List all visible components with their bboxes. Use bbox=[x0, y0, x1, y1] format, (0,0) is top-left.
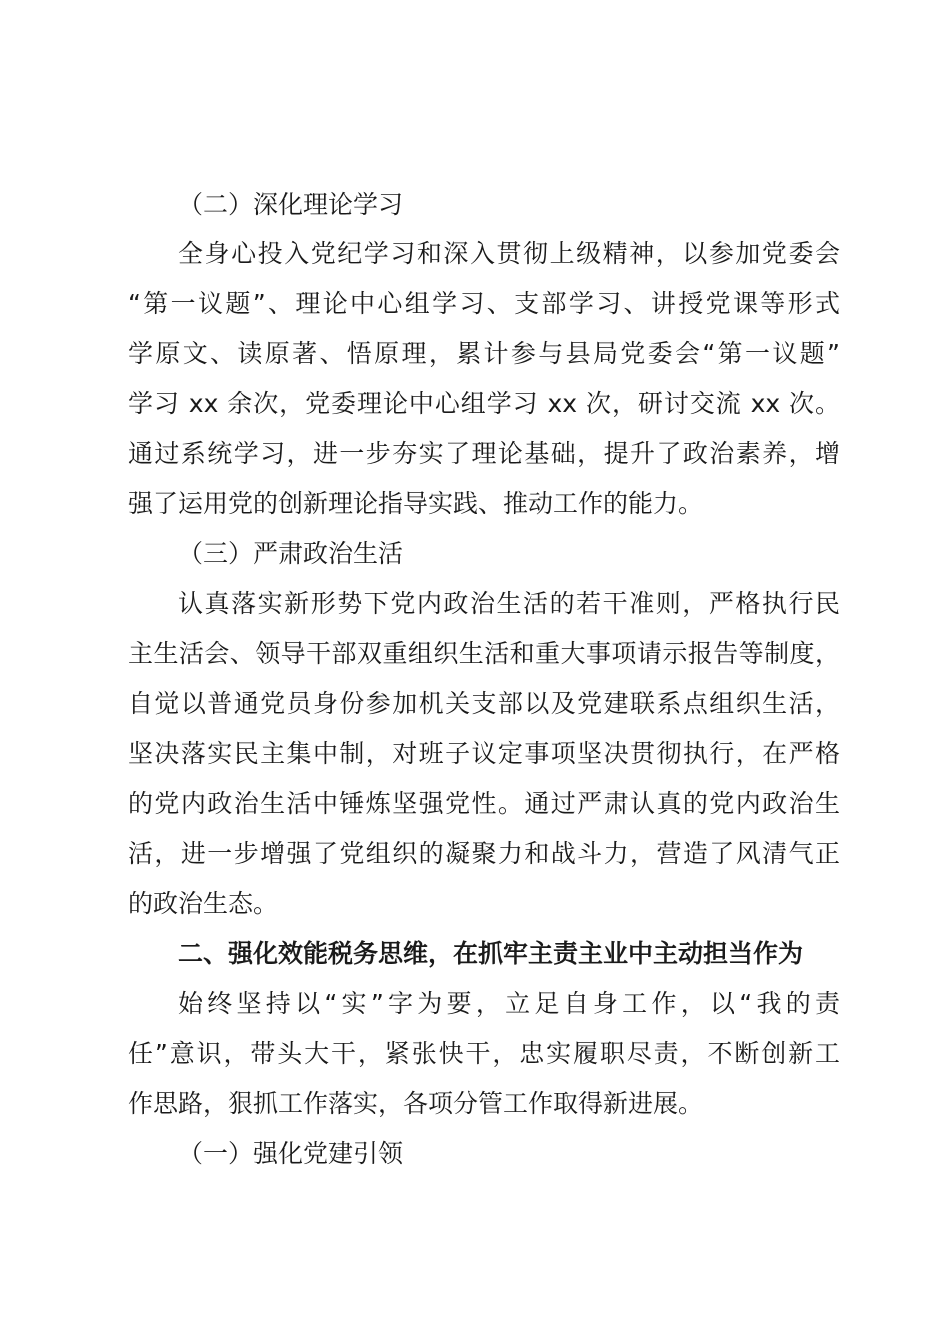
paragraph-line: 全身心投入党纪学习和深入贯彻上级精神，以参加党委会 bbox=[178, 239, 840, 268]
chapter-heading: 二、强化效能税务思维，在抓牢主责主业中主动担当作为 bbox=[178, 939, 804, 968]
paragraph-line: 的政治生态。 bbox=[128, 889, 279, 918]
paragraph-line: 任”意识，带头大干，紧张快干，忠实履职尽责，不断创新工 bbox=[128, 1039, 840, 1068]
paragraph-line: 作思路，狠抓工作落实，各项分管工作取得新进展。 bbox=[128, 1089, 704, 1118]
paragraph-line: 学习 xx 余次，党委理论中心组学习 xx 次，研讨交流 xx 次。 bbox=[128, 389, 840, 418]
paragraph-line: 活，进一步增强了党组织的凝聚力和战斗力，营造了风清气正 bbox=[128, 839, 840, 868]
paragraph-line: 坚决落实民主集中制，对班子议定事项坚决贯彻执行，在严格 bbox=[128, 739, 840, 768]
paragraph-line: 始终坚持以“实”字为要，立足自身工作，以“我的责 bbox=[178, 989, 840, 1018]
paragraph-line: 的党内政治生活中锤炼坚强党性。通过严肃认真的党内政治生 bbox=[128, 789, 840, 818]
paragraph-line: 认真落实新形势下党内政治生活的若干准则，严格执行民 bbox=[178, 589, 840, 618]
section-heading-3: （三）严肃政治生活 bbox=[178, 539, 404, 568]
paragraph-line: 主生活会、领导干部双重组织生活和重大事项请示报告等制度， bbox=[128, 639, 840, 668]
paragraph-line: “第一议题”、理论中心组学习、支部学习、讲授党课等形式 bbox=[128, 289, 840, 318]
section-heading-2: （二）深化理论学习 bbox=[178, 190, 404, 219]
paragraph-line: 学原文、读原著、悟原理，累计参与县局党委会“第一议题” bbox=[128, 339, 840, 368]
paragraph-line: 自觉以普通党员身份参加机关支部以及党建联系点组织生活， bbox=[128, 689, 840, 718]
paragraph-line: 通过系统学习，进一步夯实了理论基础，提升了政治素养，增 bbox=[128, 439, 840, 468]
paragraph-line: 强了运用党的创新理论指导实践、推动工作的能力。 bbox=[128, 489, 704, 518]
section-heading-1: （一）强化党建引领 bbox=[178, 1139, 404, 1168]
